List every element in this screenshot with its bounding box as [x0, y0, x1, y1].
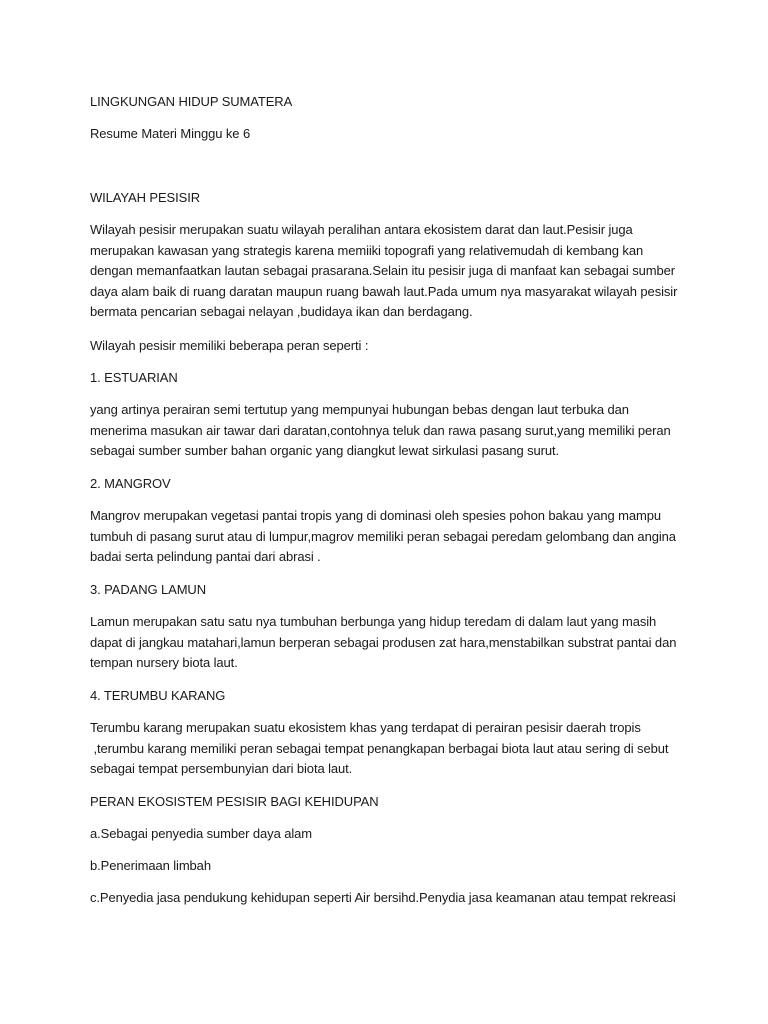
paragraph-mangrov	[90, 506, 690, 568]
paragraph-line: bermata pencarian sebagai nelayan ,budidaya ikan dan berdagang.	[90, 304, 473, 319]
item-heading-padang-lamun: 3. PADANG LAMUN	[90, 582, 207, 597]
document-subtitle: Resume Materi Minggu ke 6	[90, 126, 251, 141]
paragraph-padang-lamun	[90, 612, 690, 674]
paragraph-line: sebagai sumber sumber bahan organic yang diangkut lewat sirkulasi pasang surut.	[90, 443, 560, 458]
role-item-b: b.Penerimaan limbah	[90, 858, 211, 873]
paragraph-line: dapat di jangkau matahari,lamun berperan sebagai produsen zat hara,menstabilkan substrat pantai dan	[90, 634, 677, 650]
paragraph-line: tempan nursery biota laut.	[90, 655, 238, 670]
intro-paragraph	[90, 220, 690, 323]
paragraph-line: daya alam baik di ruang daratan maupun ruang bawah laut.Pada umum nya masyarakat wilayah pesisir	[90, 283, 678, 299]
role-item-c: c.Penyedia jasa pendukung kehidupan seperti Air bersihd.Penydia jasa keamanan atau tempat rekreasi	[90, 890, 676, 905]
item-heading-mangrov: 2. MANGROV	[90, 476, 171, 491]
paragraph-line: merupakan kawasan yang strategis karena memiiki topografi yang relativemudah di kembang kan	[90, 242, 644, 258]
section-heading-wilayah-pesisir: WILAYAH PESISIR	[90, 190, 200, 205]
paragraph-line: dengan memanfaatkan lautan sebagai prasarana.Selain itu pesisir juga di manfaat kan sebagai sumber	[90, 263, 675, 278]
paragraph-line: menerima masukan air tawar dari daratan,contohnya teluk dan rawa pasang surut,yang memiliki peran	[90, 422, 671, 438]
roles-intro: Wilayah pesisir memiliki beberapa peran seperti :	[90, 338, 369, 353]
paragraph-line: Lamun merupakan satu satu nya tumbuhan berbunga yang hidup teredam di dalam laut yang masih	[90, 614, 657, 629]
paragraph-line: badai serta pelindung pantai dari abrasi .	[90, 549, 321, 564]
paragraph-line: yang artinya perairan semi tertutup yang mempunyai hubungan bebas dengan laut terbuka dan	[90, 402, 629, 417]
paragraph-estuarian	[90, 400, 690, 462]
paragraph-line: Wilayah pesisir merupakan suatu wilayah peralihan antara ekosistem darat dan laut.Pesisir juga	[90, 222, 633, 237]
paragraph-line: Terumbu karang merupakan suatu ekosistem khas yang terdapat di perairan pesisir daerah tropis	[90, 720, 641, 735]
paragraph-line: tumbuh di pasang surut atau di lumpur,magrov memiliki peran sebagai peredam gelombang dan angina	[90, 528, 676, 544]
paragraph-line: ,terumbu karang memiliki peran sebagai tempat penangkapan berbagai biota laut atau sering di sebut	[90, 740, 669, 756]
item-heading-terumbu-karang: 4. TERUMBU KARANG	[90, 688, 226, 703]
document-title: LINGKUNGAN HIDUP SUMATERA	[90, 94, 293, 109]
paragraph-line: Mangrov merupakan vegetasi pantai tropis yang di dominasi oleh spesies pohon bakau yang mampu	[90, 508, 661, 523]
paragraph-terumbu-karang	[90, 718, 690, 780]
item-heading-estuarian: 1. ESTUARIAN	[90, 370, 178, 385]
paragraph-line: sebagai tempat persembunyian dari biota laut.	[90, 761, 353, 776]
role-item-a: a.Sebagai penyedia sumber daya alam	[90, 826, 312, 841]
roles-heading: PERAN EKOSISTEM PESISIR BAGI KEHIDUPAN	[90, 794, 379, 809]
